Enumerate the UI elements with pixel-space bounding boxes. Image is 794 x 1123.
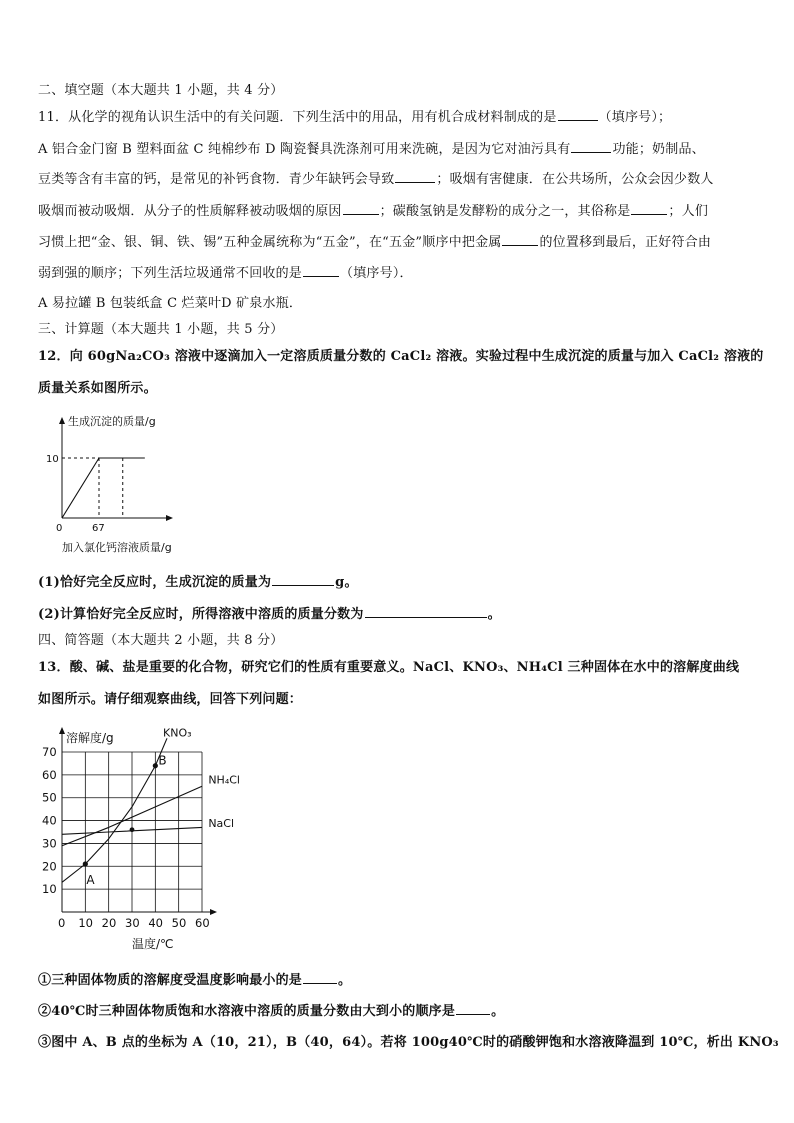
q13-text: ①三种固体物质的溶解度受温度影响最小的是 <box>38 973 303 988</box>
answer-blank[interactable] <box>303 264 339 277</box>
answer-blank[interactable] <box>343 202 379 215</box>
y-tick-label: 10 <box>46 454 59 465</box>
point-b <box>153 763 158 768</box>
q12-text: (2)计算恰好完全反应时，所得溶液中溶质的质量分数为 <box>38 607 364 622</box>
precipitate-chart <box>40 408 210 560</box>
answer-blank[interactable] <box>571 140 611 153</box>
y-tick-label: 60 <box>42 767 57 782</box>
x-tick-label: 40 <box>148 916 163 930</box>
x-axis-label: 温度/℃ <box>132 937 174 951</box>
q11-text: ；碳酸氢钠是发酵粉的成分之一，其俗称是 <box>379 204 631 219</box>
y-axis-label: 生成沉淀的质量/g <box>68 415 156 428</box>
q11-text: 吸烟而被动吸烟．从分子的性质解释被动吸烟的原因 <box>38 204 342 219</box>
x-tick-label: 0 <box>58 916 66 930</box>
q13-text: 。 <box>338 973 352 988</box>
series-label-nacl: NaCl <box>208 816 235 830</box>
answer-blank[interactable] <box>631 202 667 215</box>
solubility-chart <box>30 712 260 958</box>
question-12-line-2: 质量关系如图所示。 <box>38 381 157 396</box>
question-11-line-3 <box>38 168 714 187</box>
question-11-line-2 <box>38 138 705 157</box>
answer-blank[interactable] <box>272 573 334 586</box>
point-a <box>83 861 88 866</box>
y-tick-label: 40 <box>42 813 57 828</box>
question-13-sub-2 <box>38 1000 504 1019</box>
question-11-line-5 <box>38 231 711 250</box>
x-tick-label: 10 <box>78 916 93 930</box>
x-axis-label: 加入氯化钙溶液质量/g <box>62 541 172 554</box>
x-tick-label: 50 <box>171 916 187 930</box>
q11-text: （填序号）； <box>598 110 672 125</box>
question-12-part-1 <box>38 571 358 590</box>
section-heading-fill-in: 二、填空题（本大题共 1 小题，共 4 分） <box>38 83 284 98</box>
q11-text: 的位置移到最后，正好符合由 <box>539 235 712 250</box>
y-axis-label: 溶解度/g <box>66 731 114 745</box>
q11-text: （填序号）． <box>340 266 413 281</box>
q11-text: 功能；奶制品、 <box>612 142 705 157</box>
question-12-part-2 <box>38 603 501 622</box>
y-tick-label: 50 <box>42 790 57 805</box>
question-11-options: A 易拉罐 B 包装纸盒 C 烂菜叶D 矿泉水瓶． <box>38 296 303 311</box>
kno3-curve <box>62 738 167 882</box>
y-tick-label: 30 <box>42 836 57 851</box>
question-11-line-6 <box>38 262 413 281</box>
section-heading-calc: 三、计算题（本大题共 1 小题，共 5 分） <box>38 322 284 337</box>
q13-text: ②40℃时三种固体物质饱和水溶液中溶质的质量分数由大到小的顺序是 <box>38 1004 456 1019</box>
precipitate-line <box>62 458 145 518</box>
answer-blank[interactable] <box>303 971 337 984</box>
q11-text: ；人们 <box>668 204 709 219</box>
x-tick-label: 0 <box>56 523 63 534</box>
series-label-nh4cl: NH₄Cl <box>208 773 240 787</box>
q11-text: ；吸烟有害健康．在公共场所，公众会因少数人 <box>436 172 714 187</box>
question-13-line-2: 如图所示。请仔细观察曲线，回答下列问题： <box>38 692 303 707</box>
x-tick-label: 67 <box>92 523 105 534</box>
q11-text: 豆类等含有丰富的钙，是常见的补钙食物．青少年缺钙会导致 <box>38 172 395 187</box>
answer-blank[interactable] <box>456 1002 490 1015</box>
answer-blank[interactable] <box>502 233 538 246</box>
q12-text: 。 <box>487 607 501 622</box>
series-label-kno3: KNO₃ <box>163 726 192 740</box>
question-12-line-1: 12．向 60gNa₂CO₃ 溶液中逐滴加入一定溶质质量分数的 CaCl₂ 溶液。实验过程中生成沉淀的质量与加入 CaCl₂ 溶液的 <box>38 349 764 364</box>
point-label: A <box>86 873 95 887</box>
q12-text: (1)恰好完全反应时，生成沉淀的质量为 <box>38 575 272 590</box>
question-13-line-1: 13．酸、碱、盐是重要的化合物，研究它们的性质有重要意义。NaCl、KNO₃、NH₄Cl 三种固体在水中的溶解度曲线 <box>38 660 740 675</box>
answer-blank[interactable] <box>395 170 435 183</box>
answer-blank[interactable] <box>365 605 487 618</box>
question-11-line-4 <box>38 200 708 219</box>
question-11-line-1 <box>38 106 671 125</box>
x-tick-label: 30 <box>125 916 140 930</box>
x-tick-label: 20 <box>101 916 117 930</box>
answer-blank[interactable] <box>558 108 598 121</box>
q11-text: 弱到强的顺序；下列生活垃圾通常不回收的是 <box>38 266 303 281</box>
q11-text: A 铝合金门窗 B 塑料面盆 C 纯棉纱布 D 陶瓷餐具洗涤剂可用来洗碗，是因为它对油污具有 <box>38 142 571 157</box>
question-13-sub-3: ③图中 A、B 点的坐标为 A（10，21），B（40，64）。若将 100g40℃时的硝酸钾饱和水溶液降温到 10℃，析出 KNO₃ <box>38 1035 779 1050</box>
question-13-sub-1 <box>38 969 351 988</box>
y-tick-label: 70 <box>42 745 57 759</box>
section-heading-short: 四、简答题（本大题共 2 小题，共 8 分） <box>38 633 284 648</box>
y-tick-label: 20 <box>42 859 57 874</box>
intersection-point <box>130 827 135 832</box>
q11-text: 11．从化学的视角认识生活中的有关问题．下列生活中的用品，用有机合成材料制成的是 <box>38 110 557 125</box>
point-label: B <box>158 753 167 768</box>
q13-text: 。 <box>491 1004 505 1019</box>
q12-text: g。 <box>335 575 358 590</box>
q11-text: 习惯上把“金、银、铜、铁、锡”五种金属统称为“五金”，在“五金”顺序中把金属 <box>38 235 502 250</box>
x-tick-label: 60 <box>195 916 210 930</box>
y-tick-label: 10 <box>42 882 57 897</box>
